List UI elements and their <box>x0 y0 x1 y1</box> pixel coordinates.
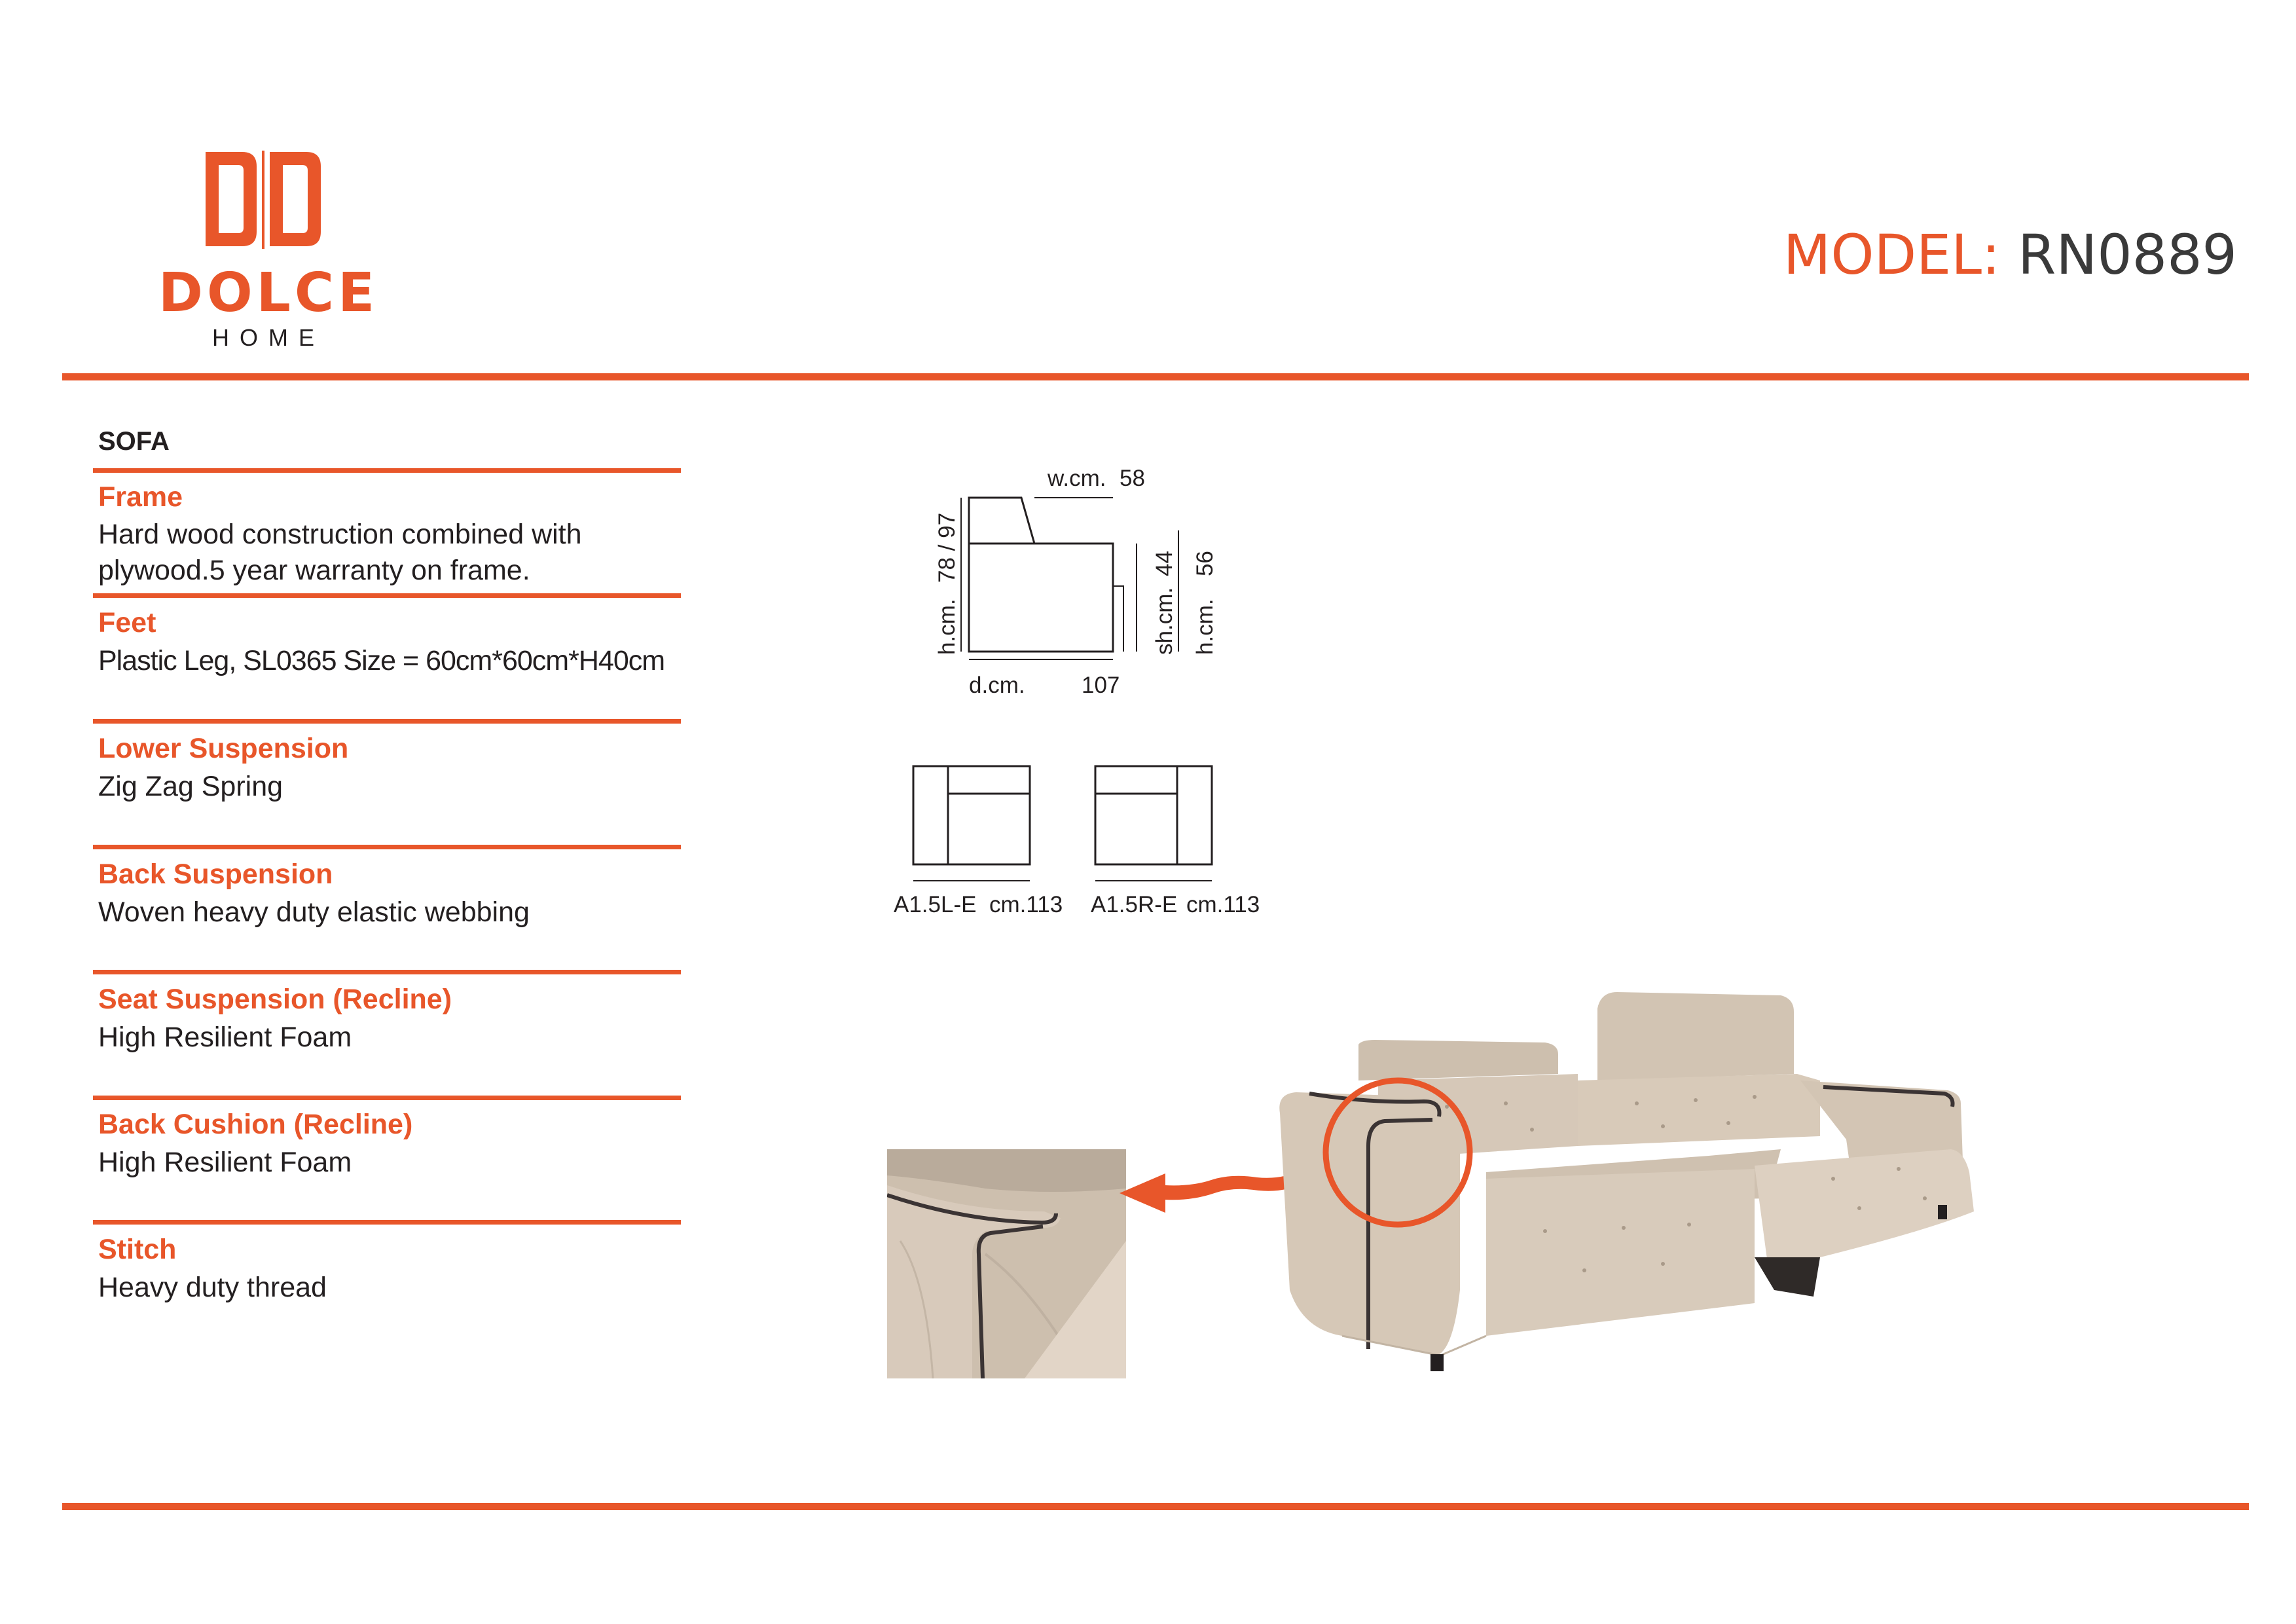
seat-height-value: 44 <box>1152 551 1177 576</box>
spec-divider <box>93 719 681 724</box>
left-headrest <box>1358 1040 1558 1080</box>
brand-sub: HOME <box>212 324 325 351</box>
rear-foot <box>1938 1205 1947 1219</box>
header-rule <box>62 373 2249 380</box>
width-label: w.cm. <box>1048 466 1106 491</box>
side-view-dimension-drawing <box>903 458 1270 707</box>
spec-text-seat-suspension: High Resilient Foam <box>98 1022 352 1053</box>
front-foot <box>1430 1354 1444 1371</box>
left-seat-front <box>1486 1169 1755 1336</box>
model-number: RN0889 <box>2018 223 2237 287</box>
module-left-code: A1.5L-E <box>894 892 977 917</box>
spec-title-stitch: Stitch <box>98 1234 177 1265</box>
right-back-cushion <box>1578 1074 1820 1146</box>
side-profile-outline <box>969 498 1113 652</box>
module-left-size: cm.113 <box>989 892 1063 917</box>
spec-title-feet: Feet <box>98 607 156 638</box>
spec-title-lower-suspension: Lower Suspension <box>98 733 349 764</box>
spec-title-back-suspension: Back Suspension <box>98 858 333 890</box>
height-label: h.cm. <box>934 599 960 655</box>
sofa-product-photo <box>1270 982 1984 1414</box>
width-value: 58 <box>1120 466 1145 491</box>
module-right-size: cm.113 <box>1186 892 1260 917</box>
module-plan-drawings <box>890 753 1296 923</box>
model-label: MODEL: <box>1783 223 2001 287</box>
spec-divider <box>93 468 681 473</box>
spec-text-back-suspension: Woven heavy duty elastic webbing <box>98 896 530 928</box>
spec-divider <box>93 593 681 598</box>
spec-text-feet: Plastic Leg, SL0365 Size = 60cm*60cm*H40cm <box>98 645 665 676</box>
spec-text-frame-1: Hard wood construction combined with <box>98 519 582 550</box>
footer-rule <box>62 1503 2249 1510</box>
recline-edge <box>1113 586 1123 652</box>
product-category: SOFA <box>98 427 170 456</box>
spec-title-frame: Frame <box>98 481 183 513</box>
recline-mechanism <box>1755 1257 1820 1297</box>
armrest-detail-photo <box>887 1149 1126 1378</box>
depth-value: 107 <box>1082 673 1120 698</box>
arm-height-value: 56 <box>1192 551 1218 576</box>
module-left-plan <box>913 766 1030 881</box>
model-heading <box>1783 223 2237 287</box>
spec-divider <box>93 970 681 974</box>
spec-divider <box>93 1096 681 1100</box>
spec-text-lower-suspension: Zig Zag Spring <box>98 771 283 802</box>
spec-text-frame-2: plywood.5 year warranty on frame. <box>98 555 530 586</box>
spec-divider <box>93 1220 681 1225</box>
seat-height-label: sh.cm. <box>1152 587 1177 655</box>
spec-title-seat-suspension: Seat Suspension (Recline) <box>98 984 452 1015</box>
module-right-code: A1.5R-E <box>1091 892 1178 917</box>
spec-text-stitch: Heavy duty thread <box>98 1272 327 1303</box>
brand-name: DOLCE <box>158 262 379 324</box>
spec-divider <box>93 845 681 849</box>
depth-label: d.cm. <box>969 673 1025 698</box>
module-right-plan <box>1095 766 1212 881</box>
arm-height-label: h.cm. <box>1192 599 1218 655</box>
right-headrest <box>1597 992 1794 1080</box>
spec-title-back-cushion: Back Cushion (Recline) <box>98 1109 413 1140</box>
height-value: 78 / 97 <box>934 512 960 583</box>
spec-text-back-cushion: High Resilient Foam <box>98 1147 352 1178</box>
